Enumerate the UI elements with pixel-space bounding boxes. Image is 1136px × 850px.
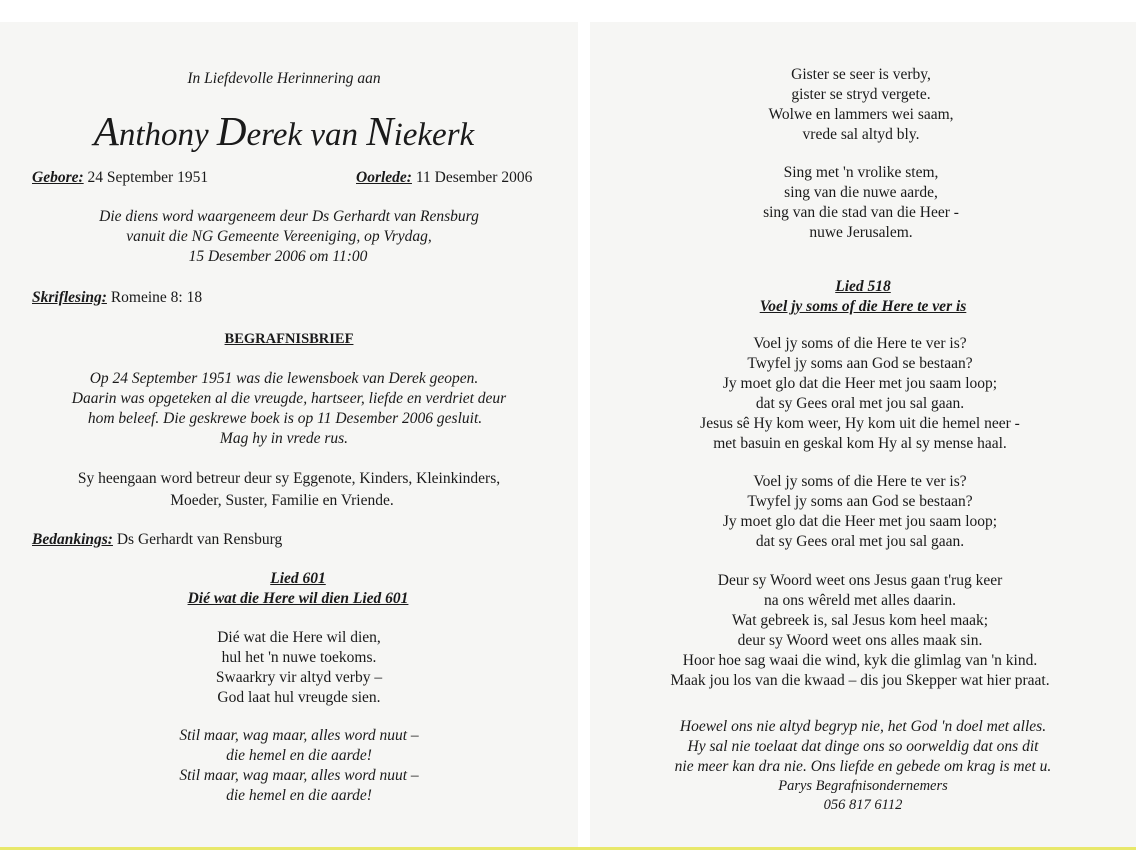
hymn-518-number: Lied 518 [835, 278, 891, 295]
letter-line-4: Mag hy in vrede rus. [219, 430, 349, 447]
scripture-label: Skriflesing: [32, 289, 107, 306]
verse-line: Maak jou los van die kwaad – dis jou Skepper wat hier praat. [670, 672, 1050, 689]
chorus-line: die hemel en die aarde! [226, 787, 372, 804]
hymn-601-number: Lied 601 [270, 570, 326, 587]
died-date: 11 Desember 2006 [415, 169, 533, 186]
right-page [590, 22, 1136, 850]
service-line-3: 15 Desember 2006 om 11:00 [188, 248, 368, 265]
verse-line: Wolwe en lammers wei saam, [768, 106, 954, 123]
thanks-row [32, 531, 282, 549]
chorus-line: Stil maar, wag maar, alles word nuut – [179, 727, 419, 744]
verse-line: nuwe Jerusalem. [809, 224, 913, 241]
born-row [32, 169, 208, 187]
letter-heading: BEGRAFNISBRIEF [224, 331, 354, 347]
closing-line: Hoewel ons nie altyd begryp nie, het God 'n doel met alles. [679, 718, 1047, 735]
thanks-value: Ds Gerhardt van Rensburg [116, 531, 283, 548]
undertaker-phone: 056 817 6112 [823, 797, 903, 813]
verse-line: Deur sy Woord weet ons Jesus gaan t'rug keer [717, 572, 1003, 589]
verse-line: deur sy Woord weet ons alles maak sin. [737, 632, 983, 649]
verse-line: Voel jy soms of die Here te ver is? [753, 473, 967, 490]
verse-line: Jy moet glo dat die Heer met jou saam loop; [722, 375, 998, 392]
born-date: 24 September 1951 [87, 169, 209, 186]
born-label: Gebore: [32, 169, 84, 186]
chorus-line: die hemel en die aarde! [226, 747, 372, 764]
mourners-line-2: Moeder, Suster, Familie en Vriende. [170, 492, 394, 509]
verse-line: Voel jy soms of die Here te ver is? [753, 335, 967, 352]
undertaker-name: Parys Begrafnisondernemers [778, 778, 948, 794]
verse-line: vrede sal altyd bly. [802, 126, 920, 143]
verse-line: sing van die nuwe aarde, [784, 184, 938, 201]
left-page [0, 22, 578, 850]
intro-line: In Liefdevolle Herinnering aan [187, 70, 381, 87]
verse-line: Twyfel jy soms aan God se bestaan? [747, 355, 973, 372]
verse-line: dat sy Gees oral met jou sal gaan. [755, 533, 965, 550]
chorus-line: Stil maar, wag maar, alles word nuut – [179, 767, 419, 784]
hymn-601-title: Dié wat die Here wil dien Lied 601 [187, 590, 409, 607]
verse-line: Jesus sê Hy kom weer, Hy kom uit die hemel neer - [700, 415, 1020, 432]
died-row [356, 169, 532, 187]
service-line-2: vanuit die NG Gemeente Vereeniging, op Vrydag, [126, 228, 432, 245]
verse-line: Hoor hoe sag waai die wind, kyk die glimlag van 'n kind. [682, 652, 1038, 669]
verse-line: Gister se seer is verby, [791, 66, 931, 83]
verse-line: Wat gebreek is, sal Jesus kom heel maak; [731, 612, 989, 629]
died-label: Oorlede: [356, 169, 412, 186]
verse-line: hul het 'n nuwe toekoms. [221, 649, 377, 666]
verse-line: Swaarkry vir altyd verby – [215, 669, 383, 686]
verse-line: sing van die stad van die Heer - [763, 204, 959, 221]
verse-line: Sing met 'n vrolike stem, [783, 164, 939, 181]
hymn-518-title: Voel jy soms of die Here te ver is [759, 298, 967, 315]
scripture-value: Romeine 8: 18 [110, 289, 203, 306]
scripture-row [32, 289, 202, 307]
letter-line-1: Op 24 September 1951 was die lewensboek van Derek geopen. [89, 370, 479, 387]
verse-line: Twyfel jy soms aan God se bestaan? [747, 493, 973, 510]
verse-line: gister se stryd vergete. [791, 86, 931, 103]
verse-line: met basuin en geskal kom Hy al sy mense haal. [713, 435, 1007, 452]
letter-line-2: Daarin was opgeteken al die vreugde, hartseer, liefde en verdriet deur [71, 390, 507, 407]
deceased-name: Anthony Derek van Niekerk [93, 108, 475, 154]
verse-line: na ons wêreld met alles daarin. [764, 592, 956, 609]
thanks-label: Bedankings: [32, 531, 113, 548]
closing-line: Hy sal nie toelaat dat dinge ons so oorweldig dat ons dit [687, 738, 1039, 755]
service-line-1: Die diens word waargeneem deur Ds Gerhardt van Rensburg [99, 208, 479, 225]
closing-line: nie meer kan dra nie. Ons liefde en gebede om krag is met u. [674, 758, 1052, 775]
letter-line-3: hom beleef. Die geskrewe boek is op 11 Desember 2006 gesluit. [87, 410, 483, 427]
mourners-line-1: Sy heengaan word betreur deur sy Eggenote, Kinders, Kleinkinders, [77, 470, 501, 487]
verse-line: Dié wat die Here wil dien, [217, 629, 381, 646]
verse-line: dat sy Gees oral met jou sal gaan. [755, 395, 965, 412]
verse-line: God laat hul vreugde sien. [217, 689, 381, 706]
verse-line: Jy moet glo dat die Heer met jou saam loop; [722, 513, 998, 530]
